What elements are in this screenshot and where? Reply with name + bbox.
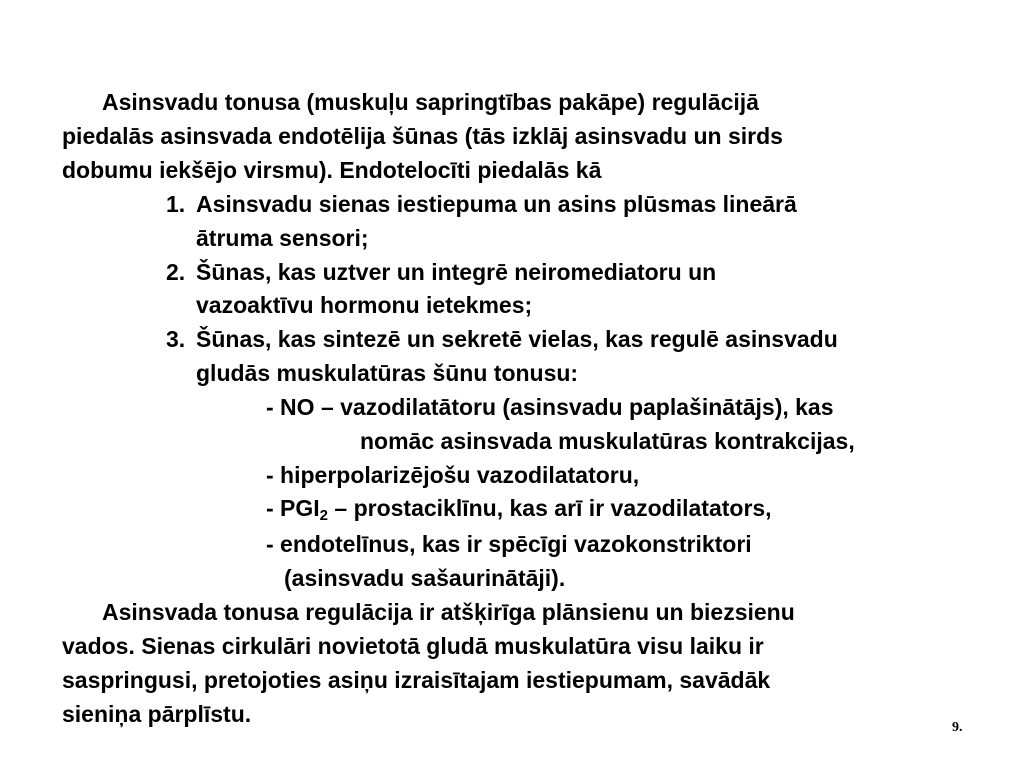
paragraph2-line: saspringusi, pretojoties asiņu izraisītajam iestiepumam, savādāk: [62, 667, 771, 693]
list-item-line: ātruma sensori;: [196, 225, 369, 251]
list-number: 2.: [166, 259, 186, 285]
list-number: 1.: [166, 191, 186, 217]
list-item-line: Šūnas, kas uztver un integrē neiromediatoru un: [196, 259, 717, 285]
dash-item-line: - endotelīnus, kas ir spēcīgi vazokonstriktori: [266, 531, 752, 557]
pgi-suffix: – prostaciklīnu, kas arī ir vazodilatators,: [328, 495, 772, 521]
pgi-prefix: - PGI: [266, 495, 320, 521]
paragraph1-line: dobumu iekšējo virsmu). Endotelocīti piedalās kā: [62, 157, 602, 183]
list-item-line: gludās muskulatūras šūnu tonusu:: [196, 360, 579, 386]
list-item-line: Šūnas, kas sintezē un sekretē vielas, kas regulē asinsvadu: [196, 326, 838, 352]
dash-item-line: - hiperpolarizējošu vazodilatatoru,: [266, 462, 640, 488]
page-number: 9.: [952, 720, 963, 735]
dash-item-line: - NO – vazodilatātoru (asinsvadu paplašinātājs), kas: [266, 394, 834, 420]
paragraph2-line: sieniņa pārplīstu.: [62, 701, 252, 727]
paragraph1-line: piedalās asinsvada endotēlija šūnas (tās izklāj asinsvadu un sirds: [62, 123, 783, 149]
dash-item-pgi: [266, 494, 772, 522]
paragraph2-line: Asinsvada tonusa regulācija ir atšķirīga plānsienu un biezsienu: [102, 599, 795, 625]
paragraph1-line: Asinsvadu tonusa (muskuļu sapringtības pakāpe) regulācijā: [102, 89, 759, 115]
list-item-line: Asinsvadu sienas iestiepuma un asins plūsmas lineārā: [196, 191, 797, 217]
list-number: 3.: [166, 326, 186, 352]
dash-item-line: nomāc asinsvada muskulatūras kontrakcijas,: [360, 428, 855, 454]
pgi-subscript: 2: [319, 507, 329, 524]
list-item-line: vazoaktīvu hormonu ietekmes;: [196, 292, 533, 318]
dash-item-line: (asinsvadu sašaurinātāji).: [284, 565, 566, 591]
paragraph2-line: vados. Sienas cirkulāri novietotā gludā muskulatūra visu laiku ir: [62, 633, 764, 659]
